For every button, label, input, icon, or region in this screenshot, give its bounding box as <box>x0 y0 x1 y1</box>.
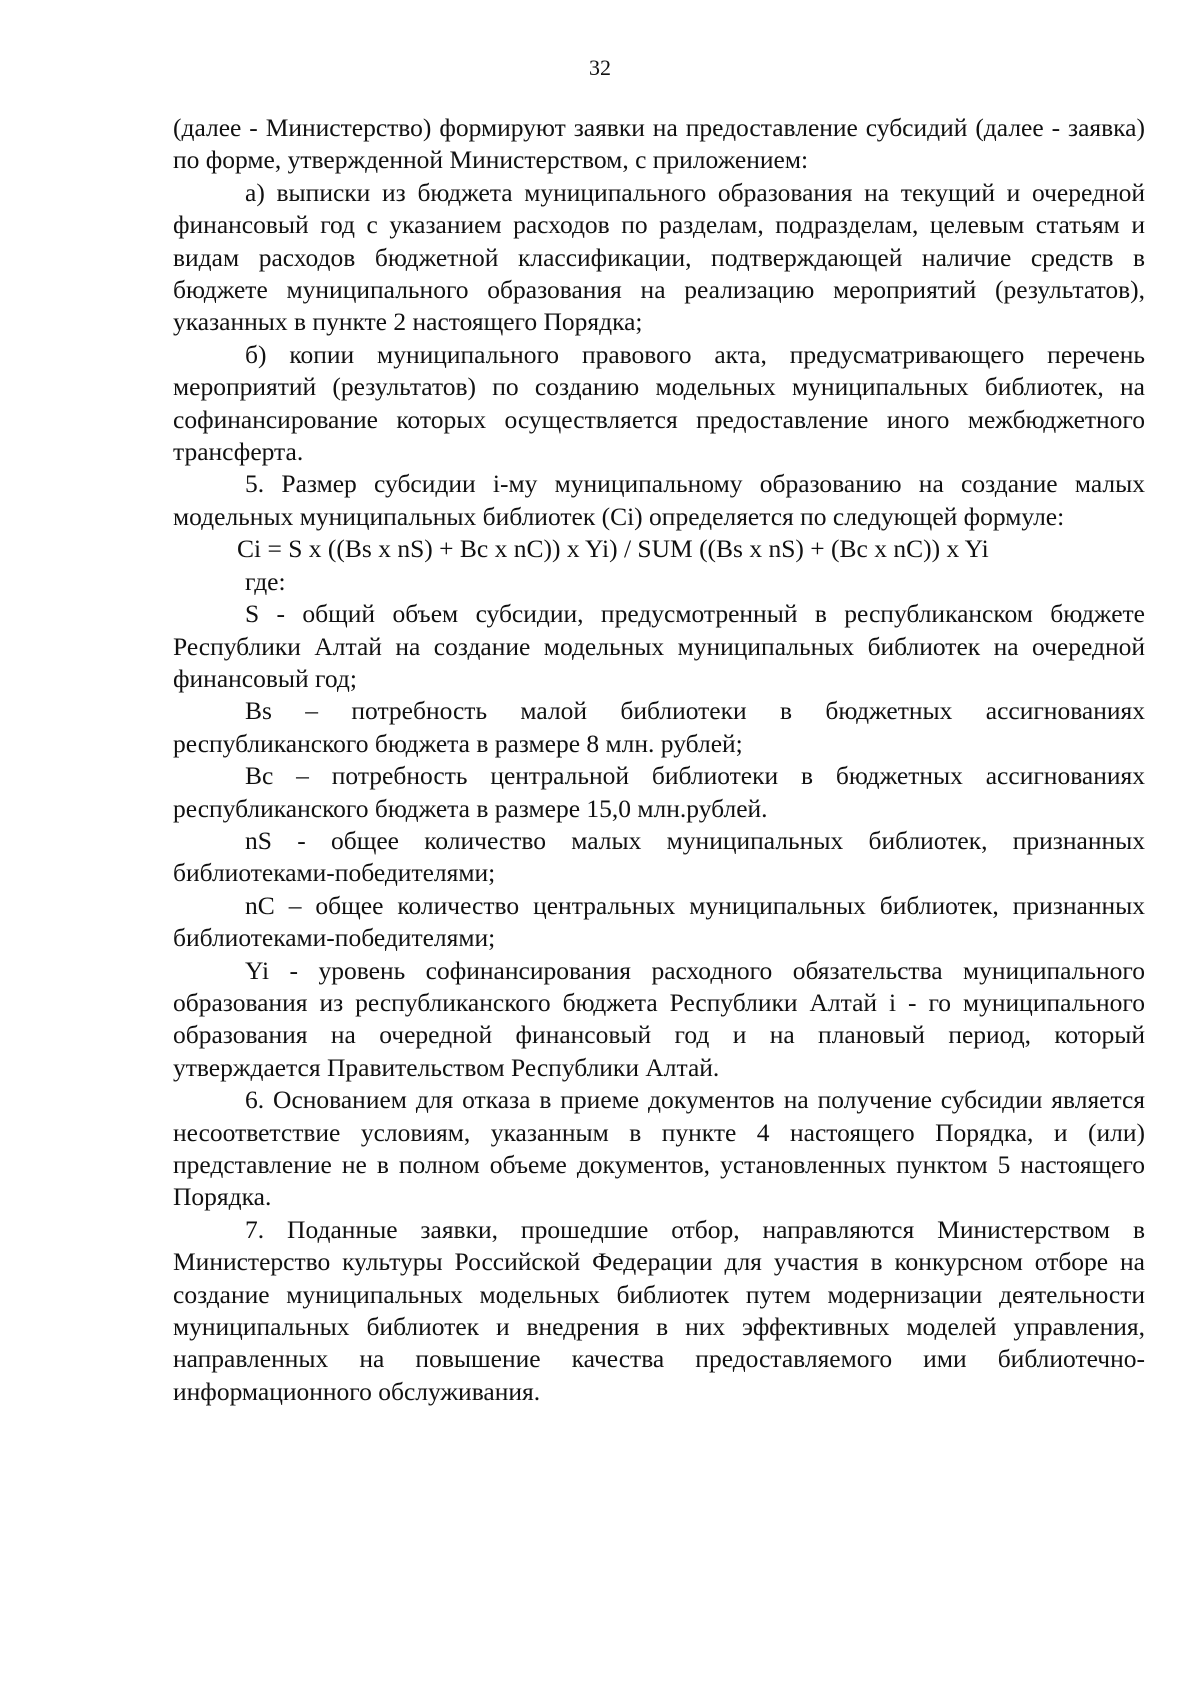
definition-yi: Yi - уровень софинансирования расходного обязательства муниципального образования из республиканского бюджета Республики Алтай i - го муниципального образования на очередной финансовый год и на плановый период, который утверждается Правительством Республики Алтай. <box>173 955 1145 1082</box>
definition-ns: nS - общее количество малых муниципальных библиотек, признанных библиотеками-победителями; <box>173 825 1145 888</box>
paragraph-5-subsidy-size: 5. Размер субсидии i-му муниципальному образованию на создание малых модельных муниципальных библиотек (Ci) определяется по следующей формуле: <box>173 469 1145 531</box>
paragraph-where: где: <box>245 566 286 596</box>
paragraph-item-b: б) копии муниципального правового акта, предусматривающего перечень мероприятий (результатов) по созданию модельных муниципальных библиотек, на софинансирование которых осуществляется предоставление иного межбюджетного трансферта. <box>173 339 1145 467</box>
paragraph-intro: (далее - Министерство) формируют заявки на предоставление субсидий (далее - заявка) по форме, утвержденной Министерством, с приложением: <box>173 113 1145 175</box>
paragraph-6-refusal: 6. Основанием для отказа в приеме документов на получение субсидии является несоответствие условиям, указанным в пункте 4 настоящего Порядка, и (или) представление не в полном объеме документов, установленных пунктом 5 настоящего Порядка. <box>173 1085 1145 1212</box>
definition-bc: Bc – потребность центральной библиотеки в бюджетных ассигнованиях республиканского бюджета в размере 15,0 млн.рублей. <box>173 761 1145 823</box>
subsidy-formula: Ci = S x ((Bs x nS) + Bc x nC)) x Yi) / SUM ((Bs x nS) + (Bc x nC)) x Yi <box>237 534 989 564</box>
definition-nc: nC – общее количество центральных муниципальных библиотек, признанных библиотеками-победителями; <box>173 890 1145 953</box>
paragraph-7-submission: 7. Поданные заявки, прошедшие отбор, направляются Министерством в Министерство культуры Российской Федерации для участия в конкурсном отборе на создание муниципальных модельных библиотек путем модернизации деятельности муниципальных библиотек и внедрения в них эффективных моделей управления, направленных на повышение качества предоставляемого ими библиотечно-информационного обслуживания. <box>173 1214 1145 1406</box>
paragraph-item-a: а) выписки из бюджета муниципального образования на текущий и очередной финансовый год с указанием расходов по разделам, подразделам, целевым статьям и видам расходов бюджетной классификации, подтверждающей наличие средств в бюджете муниципального образования на реализацию мероприятий (результатов), указанных в пункте 2 настоящего Порядка; <box>173 177 1145 337</box>
page-number: 32 <box>589 55 611 80</box>
definition-bs: Bs – потребность малой библиотеки в бюджетных ассигнованиях республиканского бюджета в размере 8 млн. рублей; <box>173 696 1145 758</box>
document-body <box>173 112 1145 1408</box>
definition-s: S - общий объем субсидии, предусмотренный в республиканском бюджете Республики Алтай на создание модельных муниципальных библиотек на очередной финансовый год; <box>173 599 1145 693</box>
